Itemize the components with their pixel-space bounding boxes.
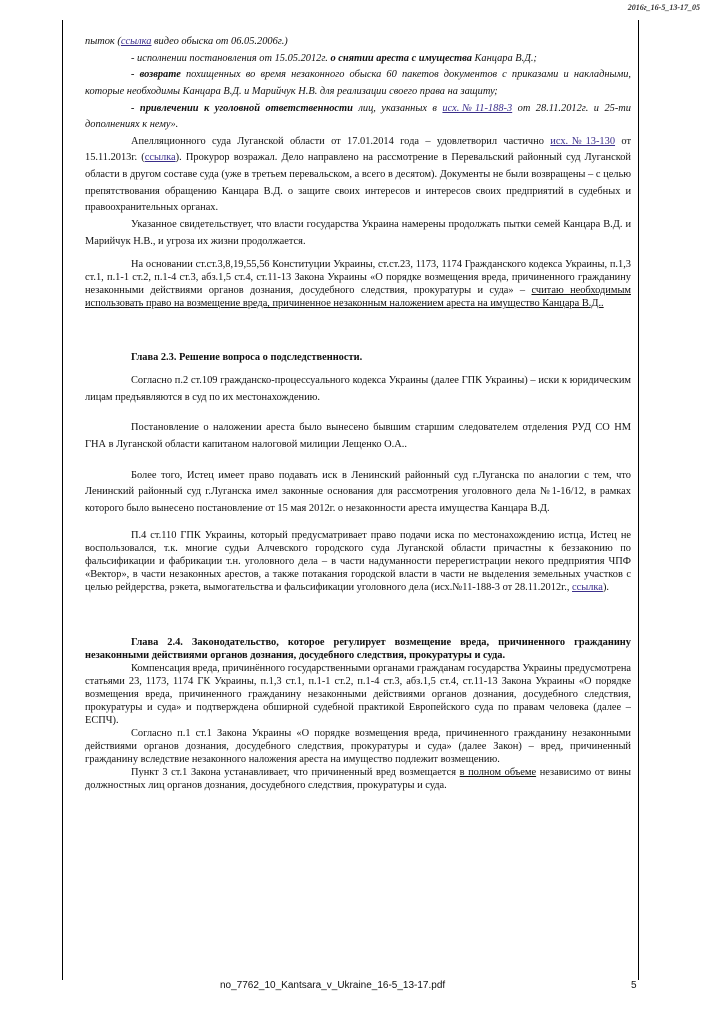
document-body xyxy=(85,34,631,792)
paragraph-appeal-court xyxy=(85,134,631,217)
text: ). Прокурор возражал. Дело направлено на рассмотрение в Перевальский районный суд Луганской области в другом составе суда (уже в третьем перевальском, а всего в десятом). Документы не были возвращены – с целью препятствования обращению Канцара В.Д. о защите своих интересов и интересов своих предприятий в судебных и правоохранительных органах. xyxy=(85,152,631,214)
text: от 15.11.2013г. ( xyxy=(85,135,631,164)
paragraph-jurisdiction: Согласно п.2 ст.109 гражданско-процессуального кодекса Украины (далее ГПК Украины) – иски к юридическим лицам предъявляются в суд по их местонахождению. xyxy=(85,374,631,403)
text: - исполнении постановления от 15.05.2012г. xyxy=(131,52,331,64)
source-link[interactable]: ссылка xyxy=(144,152,176,164)
paragraph-full-compensation xyxy=(85,766,631,792)
text: независимо от вины должностных лиц органов дознания, досудебного следствия, прокуратуры и суда. xyxy=(85,767,631,792)
text: Пункт 3 ст.1 Закона устанавливает, что причиненный вред возмещается xyxy=(131,767,460,779)
paragraph-criminal-liability xyxy=(85,101,631,134)
bold-text: о снятии ареста с имущества xyxy=(330,52,472,64)
heading-chapter-2-4: Глава 2.4. Законодательство, которое регулирует возмещение вреда, причиненного гражданину незаконными действиями органов дознания, досудебного следствия, прокуратуры и суда. xyxy=(85,637,631,662)
paragraph-return-documents xyxy=(85,67,631,100)
underlined-text: в полном объеме xyxy=(459,767,537,779)
paragraph-compensation: Компенсация вреда, причинённого государственными органами гражданам государства Украины предусмотрена статьями 23, 1173, 1174 ГК Украины, п.1,3 ст.1, п.1-1 ст.2, п.1-4 ст.3, абз.1,5 ст.4, ст.11-13 Закона Украины «О порядке возмещения вреда, причиненного гражданину незаконными действиями органов дознания, досудебного следствия, прокуратуры и суда» и подтверждена обширной судебной практикой Европейского суда по правам человека (далее – ЕСПЧ). xyxy=(85,663,631,727)
footer-filename: no_7762_10_Kantsara_v_Ukraine_16-5_13-17.pdf xyxy=(220,980,446,991)
text: лиц, указанных в xyxy=(352,102,443,114)
underlined-text: считаю необходимым использовать право на возмещение вреда, причиненное незаконным наложением ареста на имущество Канцара В.Д.. xyxy=(85,285,631,310)
text: П.4 ст.110 ГПК Украины, который предусматривает право подачи иска по местонахождению истца, Истец не воспользовался, т.к. многие судьи Алчевского городского суда Луганской области причастны к беззаконию по фальсификации и фабрикации т.н. уголовного дела – в части надуманности перерегистрации некого предприятия ЧПФ «Вектор», в части незаконных арестов, а также потакания городской власти в части не выделения земельных участков с целью рейдерства, рэкета, вымогательства и фальсификации уголовного дела (исх.№11-188-3 от 28.11.2012г., xyxy=(85,530,631,594)
bold-text: - привлечении к уголовной ответственности xyxy=(131,102,353,114)
paragraph-torture-video xyxy=(85,34,631,51)
text: Апелляционного суда Луганской области от 17.01.2014 года – удовлетворил частично xyxy=(131,135,551,147)
text: ). xyxy=(602,582,609,594)
page-number: 5 xyxy=(631,980,637,991)
paragraph-alchevsk-court xyxy=(85,529,631,594)
text: от 28.11.2012г. и 25-ти дополнениях к нему». xyxy=(85,102,631,131)
text: видео обыска от 06.05.2006г.) xyxy=(151,36,288,47)
paragraph-legal-basis xyxy=(85,258,631,310)
reference-link[interactable]: исх.№11-188-3 xyxy=(442,102,513,114)
header-stamp: 2016г_16-5_13-17_05 xyxy=(627,3,700,12)
reference-link[interactable]: исх.№13-130 xyxy=(550,135,616,147)
text: На основании ст.ст.3,8,19,55,56 Конституции Украины, ст.ст.23, 1173, 1174 Гражданского кодекса Украины, п.1,3 ст.1, п.1-1 ст.2, п.1-4 ст.3, абз.1,5 ст.4, ст.11-13 Закона Украины «О порядке возмещения вреда, причиненного гражданину незаконными действиями органов дознания, досудебного следствия, прокуратуры и суда» – xyxy=(85,259,631,297)
right-margin-line xyxy=(638,20,639,980)
bold-text: - возврате xyxy=(131,69,181,81)
video-link[interactable]: ссылка xyxy=(120,36,152,47)
text: похищенных во время незаконного обыска 60 пакетов документов с приказами и накладными, которые необходимы Канцара В.Д. и Марийчук Н.В. для реализации своего права на защиту; xyxy=(85,69,631,97)
paragraph-law-article-1: Согласно п.1 ст.1 Закона Украины «О порядке возмещения вреда, причиненного гражданину незаконными действиями органов дознания, досудебного следствия, прокуратуры и суда» (далее Закон) – вред, причиненный гражданину вследствие незаконного наложения ареста на имущество подлежит возмещению. xyxy=(85,728,631,766)
paragraph-torture-continues: Указанное свидетельствует, что власти государства Украина намерены продолжать пытки семей Канцара В.Д. и Марийчук Н.В., и угроза их жизни продолжается. xyxy=(85,219,631,247)
heading-chapter-2-3: Глава 2.3. Решение вопроса о подследственности. xyxy=(131,352,363,364)
paragraph-arrest-order: Постановление о наложении ареста было вынесено бывшим старшим следователем отделения РУД СО НМ ГНА в Луганской области капитаном налоговой милиции Лещенко О.А.. xyxy=(85,422,631,450)
left-margin-line xyxy=(62,20,63,980)
paragraph-lift-arrest xyxy=(85,51,631,68)
source-link[interactable]: ссылка xyxy=(572,582,603,594)
text: пыток ( xyxy=(85,36,121,47)
paragraph-leninsky-court: Более того, Истец имеет право подавать иск в Ленинский районный суд г.Луганска по аналогии с тем, что Ленинский районный суд г.Луганска имел законные основания для рассмотрения уголовного дела №1-16/12, в рамках которого было вынесено постановление от 15 мая 2012г. о незаконности ареста имущества Канцара В.Д. xyxy=(85,469,631,514)
text: Канцара В.Д.; xyxy=(471,52,537,64)
